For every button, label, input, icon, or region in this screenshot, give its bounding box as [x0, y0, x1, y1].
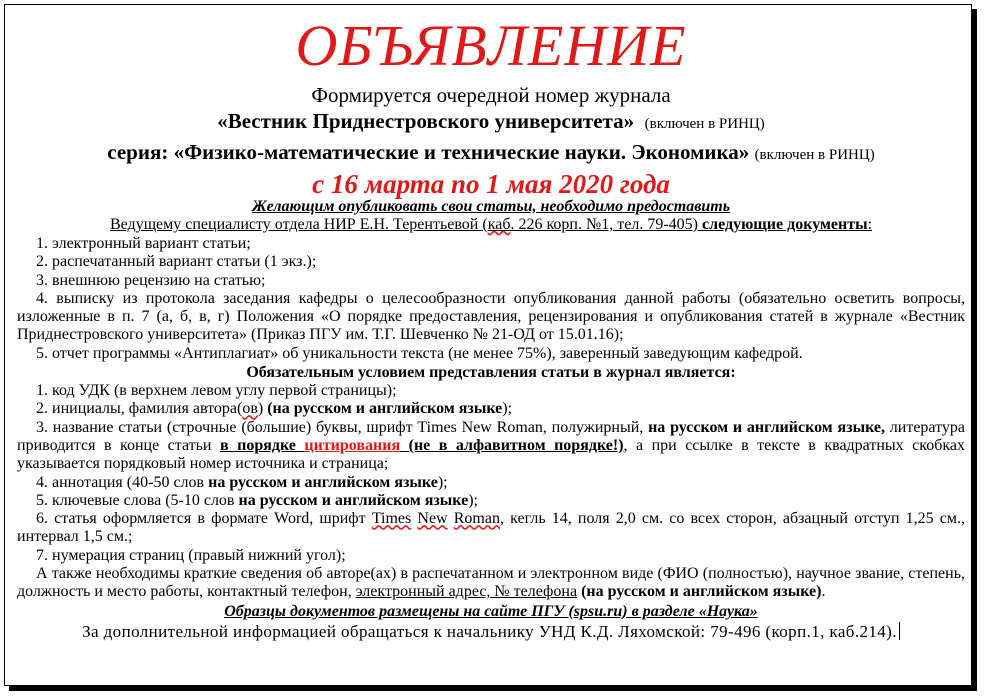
doc-item-2: 2. распечатанный вариант статьи (1 экз.);	[36, 253, 317, 271]
also-pre: А также необходимы краткие сведения об авторе(ах) в распечатанном и электронном виде (ФИО (полностью), научное звание, степень, должность и место работы, контактный телефон,	[17, 565, 965, 601]
c4-pre: 4. аннотация (40-50 слов	[36, 473, 209, 491]
lead-bold: следующие документы	[702, 216, 868, 233]
series-name: серия: «Физико-математические и технические науки. Экономика»	[107, 140, 750, 164]
submission-dates: с 16 марта по 1 мая 2020 года	[312, 169, 670, 199]
journal-line	[17, 107, 965, 138]
c3-pre: 3. название статьи (строчные (большие) буквы, шрифт Times New Roman, полужирный,	[36, 418, 649, 436]
conditions-header: Обязательным условием представления статьи в журнал является:	[246, 364, 736, 382]
series-line	[17, 138, 965, 169]
c6-roman: Roman	[453, 510, 500, 528]
also-end: .	[821, 583, 826, 601]
c2-bold: (на русском и английском языке	[267, 400, 503, 418]
c3-end: , а при ссылке в тексте в квадратных скобках указывается порядковый номер источника и страница;	[17, 436, 965, 473]
c2-pre: 2. инициалы, фамилия автора(	[36, 400, 243, 418]
c3-citation: цитирования	[304, 436, 401, 454]
contact-text: За дополнительной информацией обращаться к начальнику УНД К.Д. Ляхомской: 79-496 (корп.1, каб.214).	[82, 621, 897, 641]
doc-item-3: 3. внешнюю рецензию на статью;	[36, 271, 266, 289]
author-info	[17, 565, 965, 602]
c2-mid: )	[257, 400, 268, 418]
cond-item-7: 7. нумерация страниц (правый нижний угол);	[36, 546, 346, 564]
series-rinc: (включен в РИНЦ)	[754, 147, 875, 163]
c3-order: в порядке	[219, 436, 305, 454]
announcement-frame	[4, 4, 972, 686]
cond-item-1: 1. код УДК (в верхнем левом углу первой страницы);	[36, 382, 397, 400]
c6-new: New	[417, 510, 448, 528]
contact-line	[17, 621, 965, 643]
also-bold: (на русском и английском языке)	[581, 583, 822, 601]
text-cursor	[899, 622, 900, 640]
lead-pre: Ведущему специалисту отдела НИР Е.Н. Терентьевой (	[109, 216, 488, 233]
lead-kab: каб	[487, 216, 511, 233]
cond-item-3	[17, 419, 965, 474]
samples-link-line: Образцы документов размещены на сайте ПГУ (spsu.ru) в разделе «Наука»	[224, 602, 758, 620]
c3-bold: на русском и английском языке,	[648, 418, 885, 436]
cond-item-4	[17, 474, 965, 492]
c5-pre: 5. ключевые слова (5-10 слов	[36, 491, 239, 509]
doc-item-5: 5. отчет программы «Антиплагиат» об уникальности текста (не менее 75%), заверенный заведующим кафедрой.	[36, 344, 803, 362]
announcement-title: ОБЪЯВЛЕНИЕ	[295, 13, 687, 78]
also-contacts: электронный адрес, № телефона	[355, 583, 578, 601]
c4-bold: на русском и английском языке	[208, 473, 438, 491]
lead-mid: . 226 корп. №1, тел. 79-405)	[510, 216, 702, 233]
c3-not-alpha: (не в алфавитном порядке!)	[400, 436, 624, 454]
cond-item-5	[17, 492, 965, 510]
c3-mid: литература приводится в конце статьи	[17, 418, 965, 454]
journal-name: «Вестник Приднестровского университета»	[217, 109, 635, 133]
lead-line	[17, 215, 965, 235]
c6-times: Times	[371, 510, 412, 528]
intro-line: Формируется очередной номер журнала	[311, 83, 671, 107]
c6-pre: 6. статья оформляется в формате Word, шрифт	[36, 510, 372, 528]
wish-line: Желающим опубликовать свои статьи, необходимо предоставить	[251, 198, 731, 215]
lead-end: :	[867, 216, 873, 233]
journal-rinc: (включен в РИНЦ)	[644, 116, 765, 132]
c4-end: );	[437, 473, 448, 491]
announcement-content	[17, 5, 965, 643]
c2-ov: ов	[242, 400, 258, 418]
c5-end: );	[468, 491, 478, 509]
doc-item-4: 4. выписку из протокола заседания кафедры о целесообразности опубликования данной работы (обязательно осветить вопросы, изложенные в п. 7 (а, б, в, г) Положения «О порядке предоставления, рецензирования и опубликования статей в журнале «Вестник Приднестровского университета» (Приказ ПГУ им. Т.Г. Шевченко № 21-ОД от 15.01.16);	[17, 289, 965, 344]
cond-item-6	[17, 510, 965, 547]
c5-bold: на русском и английском языке	[238, 491, 469, 509]
doc-item-1: 1. электронный вариант статьи;	[36, 235, 251, 252]
c2-end: );	[502, 400, 513, 418]
c6-end: , кегль 14, поля 2,0 см. со всех сторон, абзацный отступ 1,25 см., интервал 1,5 см.;	[17, 510, 966, 546]
cond-item-2	[17, 400, 965, 418]
